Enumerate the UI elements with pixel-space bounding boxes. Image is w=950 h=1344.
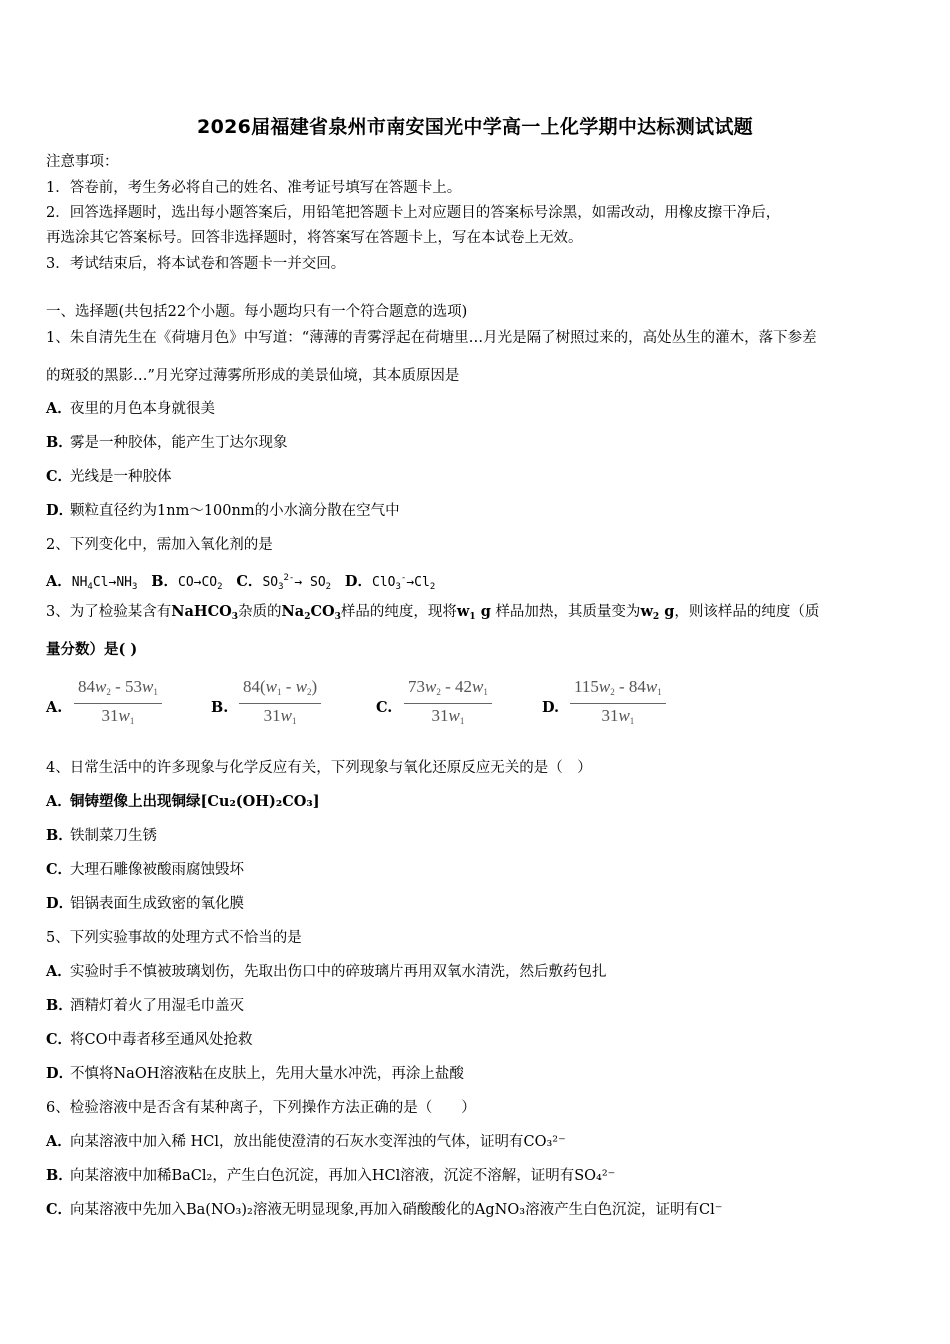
q1-option-c: C．光线是一种胶体: [46, 468, 172, 485]
q6-option-c: C．向某溶液中先加入Ba(NO₃)₂溶液无明显现象,再加入硝酸酸化的AgNO₃溶液产生白色沉淀，证明有Cl⁻: [46, 1201, 723, 1218]
q1-stem-line1: 1、朱自清先生在《荷塘月色》中写道：“薄薄的青雾浮起在荷塘里…月光是隔了树照过来的，高处丛生的灌木，落下参差: [46, 330, 817, 346]
notice-heading: 注意事项：: [46, 154, 119, 170]
q4-option-c: C．大理石雕像被酸雨腐蚀毁坏: [46, 861, 244, 878]
q3-stem-line2: 量分数）是( ): [46, 641, 138, 658]
q1-option-d: D．颗粒直径约为1nm～100nm的小水滴分散在空气中: [46, 502, 400, 519]
notice-item-2-cont: 再选涂其它答案标号。回答非选择题时，将答案写在答题卡上，写在本试卷上无效。: [46, 230, 583, 246]
q4-stem: 4、日常生活中的许多现象与化学反应有关，下列现象与氧化还原反应无关的是（ ）: [46, 760, 592, 776]
notice-item-3: 3．考试结束后，将本试卷和答题卡一并交回。: [46, 256, 346, 272]
q5-stem: 5、下列实验事故的处理方式不恰当的是: [46, 930, 302, 946]
notice-item-1: 1．答卷前，考生务必将自己的姓名、准考证号填写在答题卡上。: [46, 180, 462, 196]
q1-option-b: B．雾是一种胶体，能产生丁达尔现象: [46, 434, 288, 451]
section-heading: 一、选择题(共包括22个小题。每小题均只有一个符合题意的选项): [46, 304, 468, 320]
q5-option-c: C．将CO中毒者移至通风处抢救: [46, 1031, 253, 1048]
q6-option-b: B．向某溶液中加稀BaCl₂，产生白色沉淀，再加入HCl溶液，沉淀不溶解，证明有SO₄²⁻: [46, 1167, 616, 1184]
q1-option-a: A．夜里的月色本身就很美: [46, 400, 215, 417]
q6-option-a: A．向某溶液中加入稀 HCl，放出能使澄清的石灰水变浑浊的气体，证明有CO₃²⁻: [46, 1133, 566, 1150]
q4-option-b: B．铁制菜刀生锈: [46, 827, 157, 844]
q5-option-a: A．实验时手不慎被玻璃划伤，先取出伤口中的碎玻璃片再用双氧水清洗，然后敷药包扎: [46, 963, 607, 980]
q2-options: A．$NH_4Cl\to NH_3$ B．$CO\to CO_2$ C．$SO_3^{2-}\to SO_2$ D．$ClO_3^-\to Cl_2$: [46, 573, 436, 592]
q3-stem-line1: 3、为了检验某含有NaHCO$_3$杂质的$Na_2CO_3$样品的纯度，现将$w_1$ g 样品加热，其质量变为$w_2$ g，则该样品的纯度（质: [46, 603, 820, 622]
q2-stem: 2、下列变化中，需加入氧化剂的是: [46, 537, 273, 553]
q1-stem-line2: 的斑驳的黑影…”月光穿过薄雾所形成的美景仙境，其本质原因是: [46, 368, 460, 384]
q4-option-d: D．铝锅表面生成致密的氧化膜: [46, 895, 244, 912]
page-title: 2026届福建省泉州市南安国光中学高一上化学期中达标测试试题: [197, 116, 753, 138]
notice-item-2: 2．回答选择题时，选出每小题答案后，用铅笔把答题卡上对应题目的答案标号涂黑，如需改动，用橡皮擦干净后，: [46, 205, 781, 221]
q5-option-d: D．不慎将NaOH溶液粘在皮肤上，先用大量水冲洗，再涂上盐酸: [46, 1065, 464, 1082]
q4-option-a: A．铜铸塑像上出现铜绿[Cu₂(OH)₂CO₃]: [46, 793, 320, 810]
q3-options: A. $\frac{84w_2 - 53w_1}{31w_1}$ B. $\frac{84(w_1 - w_2)}{31w_1}$ C. $\frac{73w_2 - 42w_1}{31w_1}$ D. $\frac{115w_2 - 84w_1}{31w_1}$: [46, 672, 806, 732]
q6-stem: 6、检验溶液中是否含有某种离子，下列操作方法正确的是（ ）: [46, 1100, 476, 1116]
q5-option-b: B．酒精灯着火了用湿毛巾盖灭: [46, 997, 244, 1014]
